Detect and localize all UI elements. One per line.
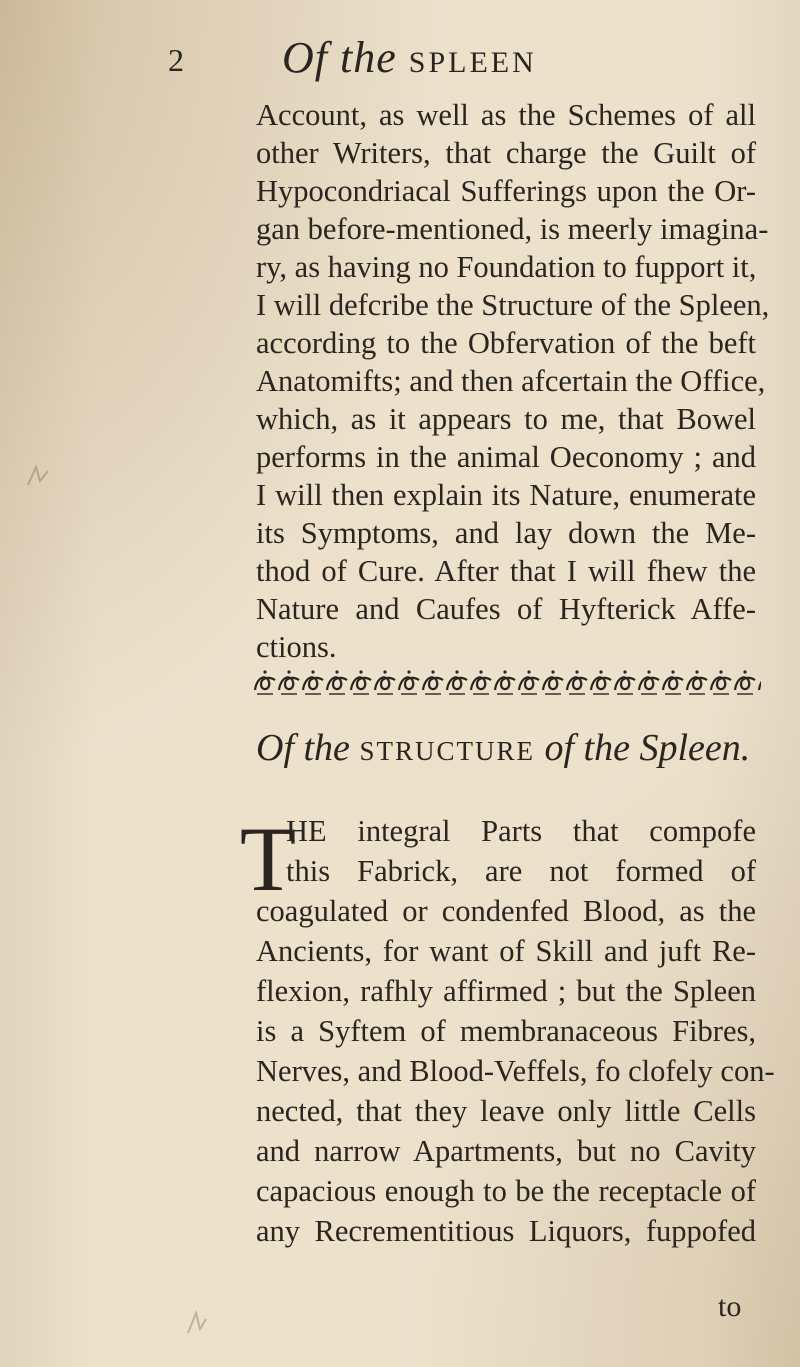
ornament-band <box>253 668 761 698</box>
text-line: performs in the animal Oeconomy ; and <box>256 440 756 474</box>
heading-prefix: Of the <box>256 727 350 769</box>
dropcap-letter: T <box>239 812 297 902</box>
text-line: Ancients, for want of Skill and juft Re- <box>256 934 756 968</box>
page-number: 2 <box>168 42 184 78</box>
text-line: its Symptoms, and lay down the Me- <box>256 516 756 550</box>
running-head <box>0 30 800 90</box>
running-title-word: SPLEEN <box>408 46 537 79</box>
text-line: ry, as having no Foundation to fupport it, <box>256 250 757 284</box>
text-line: capacious enough to be the receptacle of <box>256 1174 756 1208</box>
text-line: according to the Obfervation of the beft <box>256 326 756 360</box>
text-line: HE integral Parts that compofe <box>286 814 756 848</box>
heading-suffix: of the Spleen. <box>544 727 751 769</box>
catchword: to <box>718 1290 742 1323</box>
text-line: other Writers, that charge the Guilt of <box>256 136 756 170</box>
text-line: and narrow Apartments, but no Cavity <box>256 1134 756 1168</box>
text-line: coagulated or condenfed Blood, as the <box>256 894 756 928</box>
running-title-prefix: Of the <box>282 33 397 82</box>
text-line: I will then explain its Nature, enumerate <box>256 478 756 512</box>
text-line: this Fabrick, are not formed of <box>286 854 756 888</box>
text-line: ctions. <box>256 630 337 664</box>
running-title <box>282 32 537 83</box>
text-line: any Recrementitious Liquors, fuppofed <box>256 1214 756 1248</box>
text-line: flexion, rafhly affirmed ; but the Spleen <box>256 974 756 1008</box>
section-heading <box>256 726 764 770</box>
text-line: gan before-mentioned, is meerly imagina- <box>256 212 769 246</box>
text-line: is a Syftem of membranaceous Fibres, <box>256 1014 756 1048</box>
text-line: I will defcribe the Structure of the Spleen, <box>256 288 770 322</box>
paper-stain <box>18 455 58 495</box>
text-line: Nature and Caufes of Hyfterick Affe- <box>256 592 756 626</box>
text-line: Hypocondriacal Sufferings upon the Or- <box>256 174 756 208</box>
heading-word: STRUCTURE <box>359 736 535 766</box>
text-line: Account, as well as the Schemes of all <box>256 98 756 132</box>
text-line: nected, that they leave only little Cells <box>256 1094 756 1128</box>
text-line: which, as it appears to me, that Bowel <box>256 402 756 436</box>
text-line: thod of Cure. After that I will fhew the <box>256 554 756 588</box>
paper-stain <box>182 1305 212 1339</box>
text-line: Anatomifts; and then afcertain the Office, <box>256 364 766 398</box>
text-line: Nerves, and Blood-Veffels, fo clofely con- <box>256 1054 775 1088</box>
